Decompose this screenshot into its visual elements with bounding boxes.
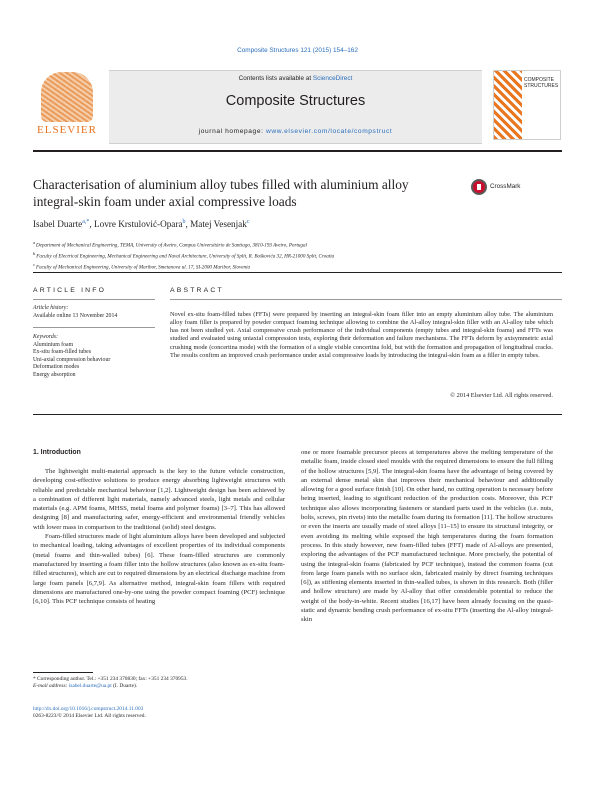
author-separator: , [89, 219, 94, 230]
corresponding-text: Corresponding author. Tel.: +351 234 370830; fax: +351 234 370953. [37, 676, 188, 682]
elsevier-wordmark: ELSEVIER [37, 124, 97, 136]
homepage-line [109, 128, 482, 135]
abstract-heading: ABSTRACT [170, 287, 224, 294]
affiliation-text: Department of Mechanical Engineering, TEMA, University of Aveiro, Campus Universitário de Santiago, 3810-193 Aveiro, Portugal [36, 242, 307, 249]
footnote-rule [33, 672, 93, 673]
footnotes [33, 676, 293, 690]
article-title-line: Characterisation of aluminium alloy tubes filled with aluminium alloy [33, 177, 409, 192]
keywords-block [33, 334, 155, 380]
article-title-line: integral-skin foam under axial compressive loads [33, 194, 297, 209]
author-list [33, 219, 250, 229]
journal-banner [109, 70, 482, 144]
author-separator: , [185, 219, 191, 230]
author-name: Lovre Krstulović-Opara [94, 219, 183, 230]
corresponding-author-note: * Corresponding author. Tel.: +351 234 370830; fax: +351 234 370953. [33, 676, 188, 682]
doi-block [33, 706, 293, 720]
journal-cover-thumbnail[interactable] [493, 70, 561, 140]
abstract-bottom-rule [33, 414, 562, 415]
body-paragraph: Foam-filled structures made of light aluminium alloys have been developed and subjected to mechanical loading, taking advantages of excellent properties of its individual components (metal foams and thin-walled tubes) [6]. These foam-filled structures are commonly manufactured by inserting a foam filler into the hollow structures (also known as ex-situ foam-filled structures), which are cut to required dimensions by an electrical discharge machine from large foam panels [6,7,9]. As alternative method, integral-skin foam fillers with required dimensions are manufactured one-by-one using the powder compact foaming (PCF) technique [6,10]. This PCF technique consists of heating [33, 533, 285, 606]
body-column-left [33, 467, 285, 606]
header-rule [33, 150, 562, 152]
body-paragraph: one or more foamable precursor pieces at temperatures above the melting temperature of the metallic foam, inside closed steel moulds with the required dimensions to ensure the full filling of the hollow structures [5,9]. The integral-skin foams have the advantage of being covered by an external dense metal skin that improves their mechanical behaviour and additionally allowing for a good surface finish [10]. On other hand, no cutting operation is necessary before being inserted, leading to significant reduction of the production costs. Moreover, this PCF technique also allows incorporating fasteners or standard parts used in the vehicles (i.e. nuts, bolts, screws, pin rivets) into the metallic foam during its formation [11]. The hollow structures or even the inserts are usually made of steel alloys [11–15] to ensure its structural integrity, or even avoiding its melting while exposed the high temperatures during the foam formation process. In this study however, new foam-filled tubes (FFT) made of Al-alloys are presented, exploring the advantages of the PCF manufactured technique. More precisely, the potential of using the integral-skin foams (fabricated by PCF technique), instead the common foams (cut from large foam panels with no surface skin, fabricated mainly by direct foaming techniques [6]), as stiffening elements inserted in thin-walled tubes, is shown in this research. Both (filler and hollow structure) are made by Al-alloy that offer considerable potential to reduce the weight of the body-in-white. Recent studies [16,17] have been already focusing on the quasi-static and dynamic bending crush performance of ex-situ FFTs (inserting the Al-alloy integral-skin [301, 449, 553, 624]
issn-line: 0263-8223/© 2014 Elsevier Ltd. All rights reserved. [33, 713, 146, 720]
body-column-right [301, 448, 553, 625]
affiliation-list [33, 239, 553, 272]
sciencedirect-link[interactable]: ScienceDirect [312, 75, 353, 82]
crossmark-icon [471, 179, 487, 195]
keywords-label: Keywords: [33, 334, 58, 340]
article-history [33, 305, 155, 320]
article-info-rule [33, 299, 155, 300]
cover-title: COMPOSITE STRUCTURES [524, 77, 559, 89]
affiliation-rule [33, 272, 562, 273]
affiliation-item [33, 261, 553, 272]
author-affiliation-marks[interactable]: c [246, 219, 250, 225]
abstract-copyright: © 2014 Elsevier Ltd. All rights reserved. [450, 392, 553, 399]
author-affiliation-marks[interactable]: a,* [82, 219, 90, 225]
affiliation-key: b [33, 250, 36, 256]
affiliation-key: c [33, 261, 35, 267]
email-suffix: (I. Duarte). [113, 683, 138, 690]
author-name: Matej Vesenjak [190, 219, 247, 230]
journal-title: Composite Structures [225, 93, 366, 109]
body-paragraph: The lightweight multi-material approach is the key to the future vehicle construction, developing cost-effective solutions to produce energy absorbing lightweight structures with reliable and predictable mechanical behaviour [1,2]. Lightweight design has been achieved by a combination of different light materials, namely advanced steels, light metals and cellular materials (e.g. APM foams, MHSS, metal foams and polymer foams) [3–7]. This has allowed designing [8] and manufacturing safer, energy-efficient and environmental friendly vehicles with lower mass in comparison to the traditional (solid) steel designs. [33, 468, 285, 531]
doi-link[interactable]: http://dx.doi.org/10.1016/j.compstruct.2014.11.003 [33, 706, 144, 712]
section-heading: 1. Introduction [33, 449, 81, 456]
article-info-divider [33, 327, 155, 328]
crossmark-label: CrossMark [490, 183, 521, 190]
keyword-item: Uni-axial compression behaviour [33, 356, 111, 363]
keyword-item: Ex-situ foam-filled tubes [33, 349, 91, 356]
journal-citation[interactable]: Composite Structures 121 (2015) 154–162 [237, 47, 358, 54]
elsevier-tree-icon [41, 72, 93, 122]
elsevier-logo[interactable] [33, 70, 101, 136]
article-title [33, 176, 463, 210]
email-link[interactable]: isabel.duarte@ua.pt [68, 683, 112, 690]
keyword-item: Deformation modes [33, 364, 80, 371]
homepage-prefix: journal homepage: [198, 128, 264, 135]
email-label: E-mail address: [33, 683, 68, 690]
affiliation-text: Faculty of Mechanical Engineering, University of Maribor, Smetanova ul. 17, SI-2000 Maribor, Slovenia [36, 264, 251, 271]
affiliation-item [33, 239, 553, 250]
author-name: Isabel Duarte [33, 219, 83, 230]
article-info-heading: ARTICLE INFO [33, 287, 107, 294]
cover-pattern [494, 71, 522, 139]
affiliation-key: a [33, 240, 35, 245]
email-note [33, 683, 293, 690]
crossmark-button[interactable] [471, 179, 551, 197]
contents-prefix: Contents lists available at [238, 75, 312, 82]
journal-masthead [33, 70, 562, 142]
keyword-item: Energy absorption [33, 371, 76, 378]
contents-line [109, 75, 482, 82]
history-label: Article history: [33, 305, 69, 311]
homepage-link[interactable]: www.elsevier.com/locate/compstruct [265, 128, 393, 135]
abstract-rule [170, 299, 562, 300]
author-affiliation-marks[interactable]: b [182, 219, 186, 225]
history-value: Available online 13 November 2014 [33, 312, 118, 319]
abstract-text: Novel ex-situ foam-filled tubes (FFTs) were prepared by inserting an integral-skin foam filler into an empty aluminium alloy tube. The aluminium alloy foam filler is prepared by powder compact foaming technique allowing to combine the Al-alloy integral-skin filler with an Al-alloy tube which has not been studied yet. Axial compressive crush performance of the individual components (empty tubes and integral-skin foams) and FFTs was studied and evaluated using uniaxial compression tests, exploring their deformation and failure mechanisms. The FFTs deform by axisymmetric axial crushing mode (concertina mode) with the formation of a single visible concertina fold, but with the formation and propagation of longitudinal cracks. The results confirm an improved crush performance under axial compressive loads by introducing the integral-skin foam as a filler in empty tubes. [170, 311, 553, 359]
keyword-item: Aluminium foam [33, 341, 74, 348]
affiliation-text: Faculty of Electrical Engineering, Mechanical Engineering and Naval Architecture, University of Split, R. Boškovića 32, HR-21000 Split, Croatia [36, 253, 335, 260]
affiliation-item [33, 250, 553, 261]
